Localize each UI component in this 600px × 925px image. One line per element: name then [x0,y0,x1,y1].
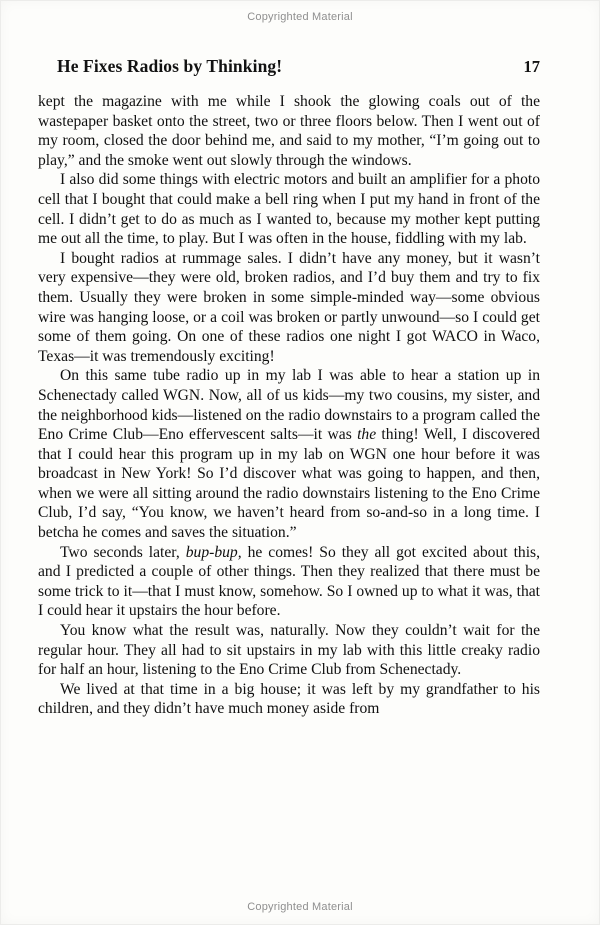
paragraph-segment: I also did some things with electric motors and built an amplifier for a photo cell that I bought that could make a bell ring when I put my hand in front of the cell. I didn’t get to do as much as I wanted to, because my mother kept putting me out all the time, to play. But I was often in the house, fiddling with my lab. [38,171,540,248]
page-number: 17 [523,57,540,76]
chapter-title: He Fixes Radios by Thinking! [57,56,283,76]
paragraph [38,680,540,719]
paragraph-segment: On this same tube radio up in my lab I was able to hear a station up in Schenectady called WGN. Now, all of us kids—my two cousins, my sister, and the neighborhood kids—listened on the radio downstairs to a program called the Eno Crime Club—Eno effervescent salts—it was [38,367,540,444]
paragraph-segment-italic: the [357,426,377,444]
paragraph-segment: Two seconds later, [60,543,186,561]
paragraph [38,92,540,170]
paragraph [38,366,540,542]
page-header [57,56,540,77]
paragraph [38,249,540,367]
paragraph-segment: kept the magazine with me while I shook the glowing coals out of the wastepaper basket onto the street, two or three floors below. Then I went out of my room, closed the door behind me, and said to my mother, “I’m going out to play,” and the smoke went out slowly through the windows. [38,93,540,169]
copyright-notice-bottom: Copyrighted Material [247,901,353,913]
paragraph-segment: You know what the result was, naturally. Now they couldn’t wait for the regular hour. They all had to sit upstairs in my lab with this little creaky radio for half an hour, listening to the Eno Crime Club from Schenectady. [38,622,540,679]
paragraph-segment: I bought radios at rummage sales. I didn’t have any money, but it wasn’t very expensive—they were old, broken radios, and I’d buy them and try to fix them. Usually they were broken in some simple-minded way—some obvious wire was hanging loose, or a coil was broken or partly unwound—so I could get some of them going. On one of these radios one night I got WACO in Waco, Texas—it was tremendously exciting! [38,249,540,365]
paragraph-segment: thing! Well, I discovered that I could hear this program up in my lab on WGN one hour before it was broadcast in New York! So I’d discover what was going to happen, and then, when we were all sitting around the radio downstairs listening to the Eno Crime Club, I’d say, “You know, we haven’t heard from so-and-so in a long time. I betcha he comes and saves the situation.” [38,426,540,542]
paragraph-segment: We lived at that time in a big house; it was left by my grandfather to his children, and they didn’t have much money aside from [38,680,540,718]
paragraph [38,621,540,680]
copyright-notice-top: Copyrighted Material [247,11,353,23]
paragraph [38,170,540,248]
paragraph-segment-italic: bup-bup, [185,543,242,561]
text-block [38,92,540,719]
paragraph-segment: he comes! So they all got excited about this, and I predicted a couple of other things. Then they realized that there must be some trick to it—that I must know, somehow. So I owned up to what it was, that I could hear it upstairs the hour before. [38,543,540,620]
paragraph [38,543,540,621]
